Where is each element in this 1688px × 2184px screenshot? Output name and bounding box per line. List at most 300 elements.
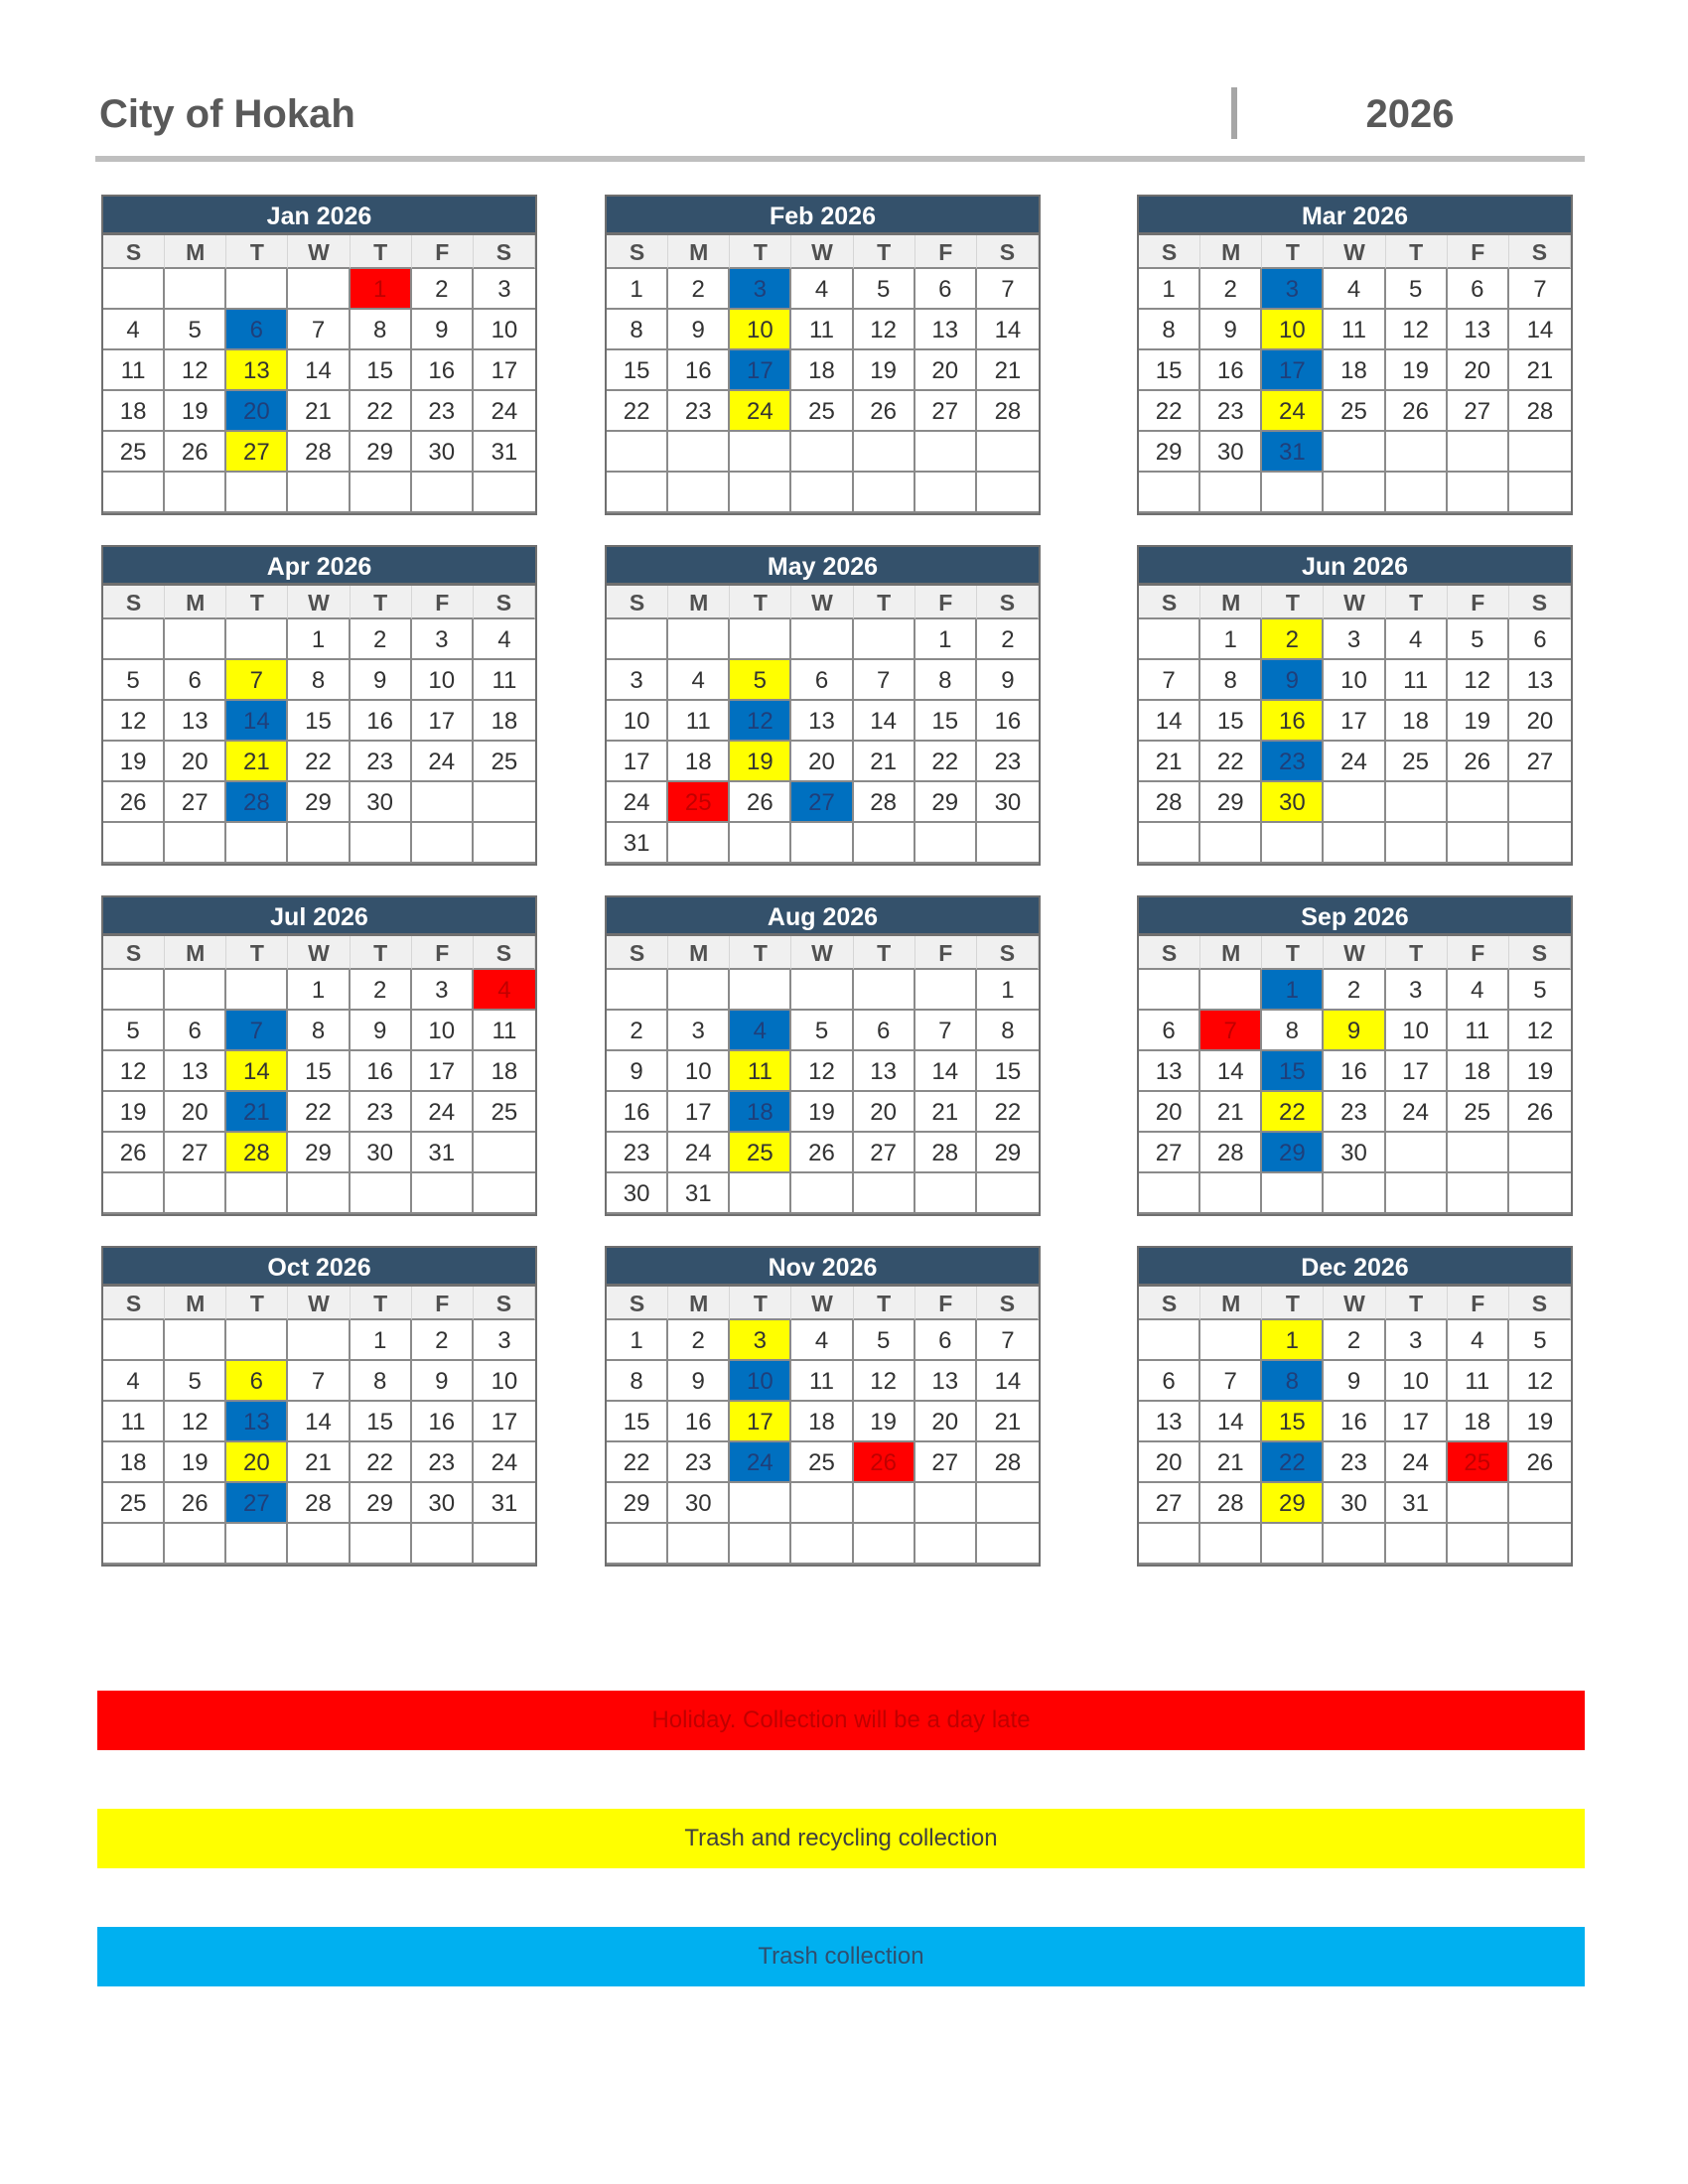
day-cell: 11 (668, 701, 730, 742)
day-cell: 30 (1262, 782, 1324, 823)
empty-day-cell (1509, 1524, 1571, 1565)
day-cell: 7 (288, 310, 350, 350)
day-cell: 1 (607, 1320, 668, 1361)
empty-day-cell (1324, 823, 1385, 864)
day-cell: 3 (474, 269, 535, 310)
day-cell: 20 (854, 1092, 915, 1133)
day-cell: 14 (1200, 1051, 1262, 1092)
day-cell: 30 (351, 1133, 412, 1173)
day-cell: 12 (854, 310, 915, 350)
day-cell: 17 (1262, 350, 1324, 391)
empty-day-cell (791, 970, 853, 1011)
weekday-label: S (1139, 586, 1200, 619)
day-cell: 3 (474, 1320, 535, 1361)
month-title: Jul 2026 (103, 897, 535, 936)
page-title: City of Hokah (99, 92, 355, 136)
day-cell: 16 (1200, 350, 1262, 391)
day-cell: 20 (1509, 701, 1571, 742)
day-cell: 20 (791, 742, 853, 782)
day-cell: 27 (165, 782, 226, 823)
day-cell: 8 (915, 660, 977, 701)
day-cell: 29 (915, 782, 977, 823)
empty-day-cell (165, 473, 226, 513)
empty-day-cell (288, 269, 350, 310)
day-cell: 14 (854, 701, 915, 742)
legend-trash-recycling: Trash and recycling collection (97, 1809, 1585, 1868)
weekday-label: M (165, 586, 226, 619)
day-cell: 3 (1324, 619, 1385, 660)
month-grid (103, 586, 535, 864)
day-cell: 7 (288, 1361, 350, 1402)
day-cell: 31 (607, 823, 668, 864)
day-cell: 13 (1448, 310, 1509, 350)
empty-day-cell (1200, 970, 1262, 1011)
day-cell: 30 (351, 782, 412, 823)
weekday-label: T (1386, 936, 1448, 970)
month-title: Jun 2026 (1139, 547, 1571, 586)
day-cell: 24 (1386, 1442, 1448, 1483)
day-cell: 19 (854, 350, 915, 391)
weekday-label: M (1200, 235, 1262, 269)
day-cell: 2 (1262, 619, 1324, 660)
day-cell: 1 (1262, 1320, 1324, 1361)
day-cell: 29 (1139, 432, 1200, 473)
day-cell: 27 (1448, 391, 1509, 432)
day-cell: 28 (977, 391, 1039, 432)
day-cell: 13 (165, 701, 226, 742)
day-cell: 27 (915, 1442, 977, 1483)
empty-day-cell (1386, 823, 1448, 864)
empty-day-cell (288, 1320, 350, 1361)
empty-day-cell (730, 432, 791, 473)
month-grid (103, 1287, 535, 1565)
day-cell: 23 (1324, 1442, 1385, 1483)
day-cell: 15 (1200, 701, 1262, 742)
day-cell: 5 (1448, 619, 1509, 660)
empty-day-cell (103, 619, 165, 660)
empty-day-cell (854, 1524, 915, 1565)
day-cell: 25 (1386, 742, 1448, 782)
day-cell: 2 (351, 619, 412, 660)
day-cell: 6 (1139, 1011, 1200, 1051)
day-cell: 7 (1200, 1361, 1262, 1402)
weekday-label: F (412, 936, 474, 970)
empty-day-cell (668, 473, 730, 513)
day-cell: 22 (1139, 391, 1200, 432)
day-cell: 23 (1200, 391, 1262, 432)
day-cell: 14 (977, 310, 1039, 350)
empty-day-cell (1448, 782, 1509, 823)
month-calendar (1137, 545, 1573, 866)
day-cell: 12 (730, 701, 791, 742)
empty-day-cell (854, 1483, 915, 1524)
empty-day-cell (474, 823, 535, 864)
day-cell: 25 (791, 391, 853, 432)
day-cell: 25 (1324, 391, 1385, 432)
day-cell: 5 (1509, 970, 1571, 1011)
empty-day-cell (1139, 473, 1200, 513)
day-cell: 26 (730, 782, 791, 823)
weekday-label: S (1509, 1287, 1571, 1320)
day-cell: 31 (412, 1133, 474, 1173)
day-cell: 19 (730, 742, 791, 782)
weekday-label: F (915, 235, 977, 269)
day-cell: 25 (103, 432, 165, 473)
empty-day-cell (226, 619, 288, 660)
empty-day-cell (1139, 619, 1200, 660)
day-cell: 22 (915, 742, 977, 782)
day-cell: 18 (103, 1442, 165, 1483)
day-cell: 6 (915, 269, 977, 310)
day-cell: 2 (412, 1320, 474, 1361)
day-cell: 4 (1448, 1320, 1509, 1361)
day-cell: 24 (1262, 391, 1324, 432)
day-cell: 30 (668, 1483, 730, 1524)
day-cell: 12 (791, 1051, 853, 1092)
empty-day-cell (1509, 432, 1571, 473)
empty-day-cell (915, 1173, 977, 1214)
month-grid (1139, 235, 1571, 513)
empty-day-cell (103, 473, 165, 513)
day-cell: 12 (165, 1402, 226, 1442)
day-cell: 4 (730, 1011, 791, 1051)
day-cell: 26 (165, 432, 226, 473)
day-cell: 13 (915, 310, 977, 350)
day-cell: 2 (668, 1320, 730, 1361)
day-cell: 24 (474, 391, 535, 432)
day-cell: 5 (854, 1320, 915, 1361)
empty-day-cell (1386, 1173, 1448, 1214)
weekday-label: S (103, 586, 165, 619)
weekday-label: T (1262, 235, 1324, 269)
weekday-label: S (103, 1287, 165, 1320)
empty-day-cell (288, 1524, 350, 1565)
empty-day-cell (226, 823, 288, 864)
day-cell: 7 (977, 269, 1039, 310)
day-cell: 26 (165, 1483, 226, 1524)
day-cell: 11 (791, 310, 853, 350)
day-cell: 3 (1262, 269, 1324, 310)
day-cell: 11 (1448, 1361, 1509, 1402)
empty-day-cell (226, 473, 288, 513)
day-cell: 23 (351, 742, 412, 782)
month-calendar (101, 1246, 537, 1567)
weekday-label: S (474, 586, 535, 619)
weekday-label: T (351, 936, 412, 970)
day-cell: 11 (474, 660, 535, 701)
empty-day-cell (915, 823, 977, 864)
weekday-label: W (791, 1287, 853, 1320)
empty-day-cell (1509, 823, 1571, 864)
day-cell: 10 (607, 701, 668, 742)
day-cell: 9 (1262, 660, 1324, 701)
empty-day-cell (668, 970, 730, 1011)
day-cell: 28 (977, 1442, 1039, 1483)
empty-day-cell (1262, 823, 1324, 864)
empty-day-cell (1386, 1524, 1448, 1565)
empty-day-cell (854, 823, 915, 864)
day-cell: 6 (1448, 269, 1509, 310)
day-cell: 7 (915, 1011, 977, 1051)
month-title: Feb 2026 (607, 197, 1039, 235)
day-cell: 31 (474, 1483, 535, 1524)
day-cell: 14 (226, 1051, 288, 1092)
day-cell: 21 (1509, 350, 1571, 391)
day-cell: 22 (351, 1442, 412, 1483)
day-cell: 6 (854, 1011, 915, 1051)
day-cell: 23 (668, 391, 730, 432)
weekday-label: T (226, 235, 288, 269)
day-cell: 14 (1509, 310, 1571, 350)
empty-day-cell (915, 432, 977, 473)
weekday-label: T (854, 936, 915, 970)
day-cell: 2 (1324, 1320, 1385, 1361)
weekday-label: S (607, 586, 668, 619)
day-cell: 9 (1324, 1011, 1385, 1051)
day-cell: 7 (226, 660, 288, 701)
empty-day-cell (226, 970, 288, 1011)
day-cell: 15 (607, 1402, 668, 1442)
month-grid (607, 1287, 1039, 1565)
day-cell: 6 (791, 660, 853, 701)
day-cell: 21 (288, 391, 350, 432)
empty-day-cell (1262, 1173, 1324, 1214)
day-cell: 18 (474, 1051, 535, 1092)
day-cell: 9 (412, 310, 474, 350)
day-cell: 25 (474, 742, 535, 782)
day-cell: 19 (103, 1092, 165, 1133)
empty-day-cell (607, 432, 668, 473)
month-title: May 2026 (607, 547, 1039, 586)
day-cell: 14 (915, 1051, 977, 1092)
day-cell: 19 (1509, 1051, 1571, 1092)
day-cell: 17 (668, 1092, 730, 1133)
day-cell: 4 (103, 1361, 165, 1402)
day-cell: 22 (1262, 1092, 1324, 1133)
day-cell: 10 (412, 1011, 474, 1051)
day-cell: 28 (288, 1483, 350, 1524)
day-cell: 19 (1386, 350, 1448, 391)
weekday-label: S (1139, 235, 1200, 269)
weekday-label: S (474, 936, 535, 970)
day-cell: 16 (668, 1402, 730, 1442)
empty-day-cell (288, 473, 350, 513)
day-cell: 7 (226, 1011, 288, 1051)
day-cell: 19 (854, 1402, 915, 1442)
day-cell: 22 (1200, 742, 1262, 782)
day-cell: 18 (668, 742, 730, 782)
day-cell: 29 (288, 782, 350, 823)
weekday-label: F (915, 936, 977, 970)
day-cell: 9 (668, 310, 730, 350)
weekday-label: S (977, 936, 1039, 970)
day-cell: 17 (474, 350, 535, 391)
empty-day-cell (1509, 1173, 1571, 1214)
day-cell: 18 (103, 391, 165, 432)
empty-day-cell (474, 473, 535, 513)
day-cell: 1 (351, 1320, 412, 1361)
day-cell: 5 (103, 660, 165, 701)
day-cell: 20 (226, 391, 288, 432)
empty-day-cell (226, 1173, 288, 1214)
day-cell: 18 (474, 701, 535, 742)
day-cell: 12 (165, 350, 226, 391)
empty-day-cell (165, 1173, 226, 1214)
day-cell: 19 (791, 1092, 853, 1133)
weekday-label: T (226, 586, 288, 619)
day-cell: 12 (1509, 1011, 1571, 1051)
day-cell: 6 (1139, 1361, 1200, 1402)
empty-day-cell (474, 782, 535, 823)
empty-day-cell (1448, 1133, 1509, 1173)
day-cell: 27 (165, 1133, 226, 1173)
day-cell: 22 (288, 1092, 350, 1133)
day-cell: 14 (288, 1402, 350, 1442)
day-cell: 7 (854, 660, 915, 701)
empty-day-cell (1386, 782, 1448, 823)
day-cell: 10 (412, 660, 474, 701)
weekday-label: S (977, 586, 1039, 619)
day-cell: 3 (607, 660, 668, 701)
empty-day-cell (1324, 473, 1385, 513)
day-cell: 5 (1509, 1320, 1571, 1361)
month-calendar (605, 1246, 1041, 1567)
day-cell: 29 (1262, 1133, 1324, 1173)
day-cell: 11 (791, 1361, 853, 1402)
title-divider (95, 156, 1585, 162)
empty-day-cell (1448, 432, 1509, 473)
day-cell: 22 (607, 391, 668, 432)
day-cell: 8 (351, 1361, 412, 1402)
day-cell: 23 (668, 1442, 730, 1483)
day-cell: 26 (1386, 391, 1448, 432)
day-cell: 12 (1386, 310, 1448, 350)
month-grid (1139, 1287, 1571, 1565)
month-calendar (101, 545, 537, 866)
empty-day-cell (668, 432, 730, 473)
weekday-label: T (351, 586, 412, 619)
day-cell: 13 (226, 350, 288, 391)
day-cell: 25 (730, 1133, 791, 1173)
empty-day-cell (730, 970, 791, 1011)
day-cell: 26 (854, 391, 915, 432)
weekday-label: T (730, 586, 791, 619)
day-cell: 29 (351, 1483, 412, 1524)
day-cell: 2 (977, 619, 1039, 660)
day-cell: 20 (915, 350, 977, 391)
weekday-label: T (1386, 1287, 1448, 1320)
day-cell: 9 (668, 1361, 730, 1402)
day-cell: 19 (165, 391, 226, 432)
day-cell: 1 (915, 619, 977, 660)
day-cell: 13 (226, 1402, 288, 1442)
day-cell: 24 (1386, 1092, 1448, 1133)
legend-holiday: Holiday. Collection will be a day late (97, 1691, 1585, 1750)
day-cell: 21 (977, 1402, 1039, 1442)
day-cell: 8 (607, 1361, 668, 1402)
day-cell: 3 (1386, 970, 1448, 1011)
month-title: Oct 2026 (103, 1248, 535, 1287)
day-cell: 15 (1262, 1402, 1324, 1442)
day-cell: 28 (1200, 1483, 1262, 1524)
empty-day-cell (977, 1524, 1039, 1565)
empty-day-cell (791, 1173, 853, 1214)
empty-day-cell (474, 1173, 535, 1214)
day-cell: 4 (1386, 619, 1448, 660)
day-cell: 2 (607, 1011, 668, 1051)
weekday-label: F (1448, 1287, 1509, 1320)
weekday-label: F (1448, 936, 1509, 970)
day-cell: 7 (1200, 1011, 1262, 1051)
day-cell: 16 (1324, 1402, 1385, 1442)
day-cell: 7 (1139, 660, 1200, 701)
title-separator (1231, 87, 1237, 139)
day-cell: 18 (791, 350, 853, 391)
empty-day-cell (1139, 823, 1200, 864)
day-cell: 23 (977, 742, 1039, 782)
day-cell: 15 (288, 701, 350, 742)
day-cell: 21 (1200, 1092, 1262, 1133)
day-cell: 14 (1200, 1402, 1262, 1442)
weekday-label: F (1448, 235, 1509, 269)
empty-day-cell (1324, 1524, 1385, 1565)
empty-day-cell (730, 1483, 791, 1524)
month-title: Jan 2026 (103, 197, 535, 235)
day-cell: 4 (474, 619, 535, 660)
day-cell: 17 (474, 1402, 535, 1442)
day-cell: 4 (474, 970, 535, 1011)
day-cell: 13 (915, 1361, 977, 1402)
day-cell: 29 (1200, 782, 1262, 823)
day-cell: 15 (915, 701, 977, 742)
empty-day-cell (1509, 1133, 1571, 1173)
weekday-label: S (607, 936, 668, 970)
legend-trash: Trash collection (97, 1927, 1585, 1986)
empty-day-cell (915, 1483, 977, 1524)
day-cell: 8 (1200, 660, 1262, 701)
day-cell: 16 (977, 701, 1039, 742)
day-cell: 16 (351, 701, 412, 742)
empty-day-cell (165, 823, 226, 864)
month-calendar (1137, 195, 1573, 515)
weekday-label: W (288, 586, 350, 619)
empty-day-cell (412, 473, 474, 513)
day-cell: 9 (607, 1051, 668, 1092)
empty-day-cell (791, 1483, 853, 1524)
empty-day-cell (854, 473, 915, 513)
day-cell: 20 (1139, 1092, 1200, 1133)
empty-day-cell (977, 823, 1039, 864)
empty-day-cell (226, 1320, 288, 1361)
day-cell: 22 (288, 742, 350, 782)
weekday-label: S (607, 1287, 668, 1320)
weekday-label: S (103, 936, 165, 970)
day-cell: 17 (730, 1402, 791, 1442)
empty-day-cell (1509, 473, 1571, 513)
empty-day-cell (1200, 1320, 1262, 1361)
day-cell: 1 (288, 619, 350, 660)
day-cell: 11 (474, 1011, 535, 1051)
weekday-label: S (1509, 235, 1571, 269)
day-cell: 15 (977, 1051, 1039, 1092)
empty-day-cell (730, 1173, 791, 1214)
weekday-label: W (791, 235, 853, 269)
empty-day-cell (103, 1524, 165, 1565)
empty-day-cell (412, 782, 474, 823)
weekday-label: W (288, 235, 350, 269)
day-cell: 30 (412, 1483, 474, 1524)
day-cell: 13 (791, 701, 853, 742)
